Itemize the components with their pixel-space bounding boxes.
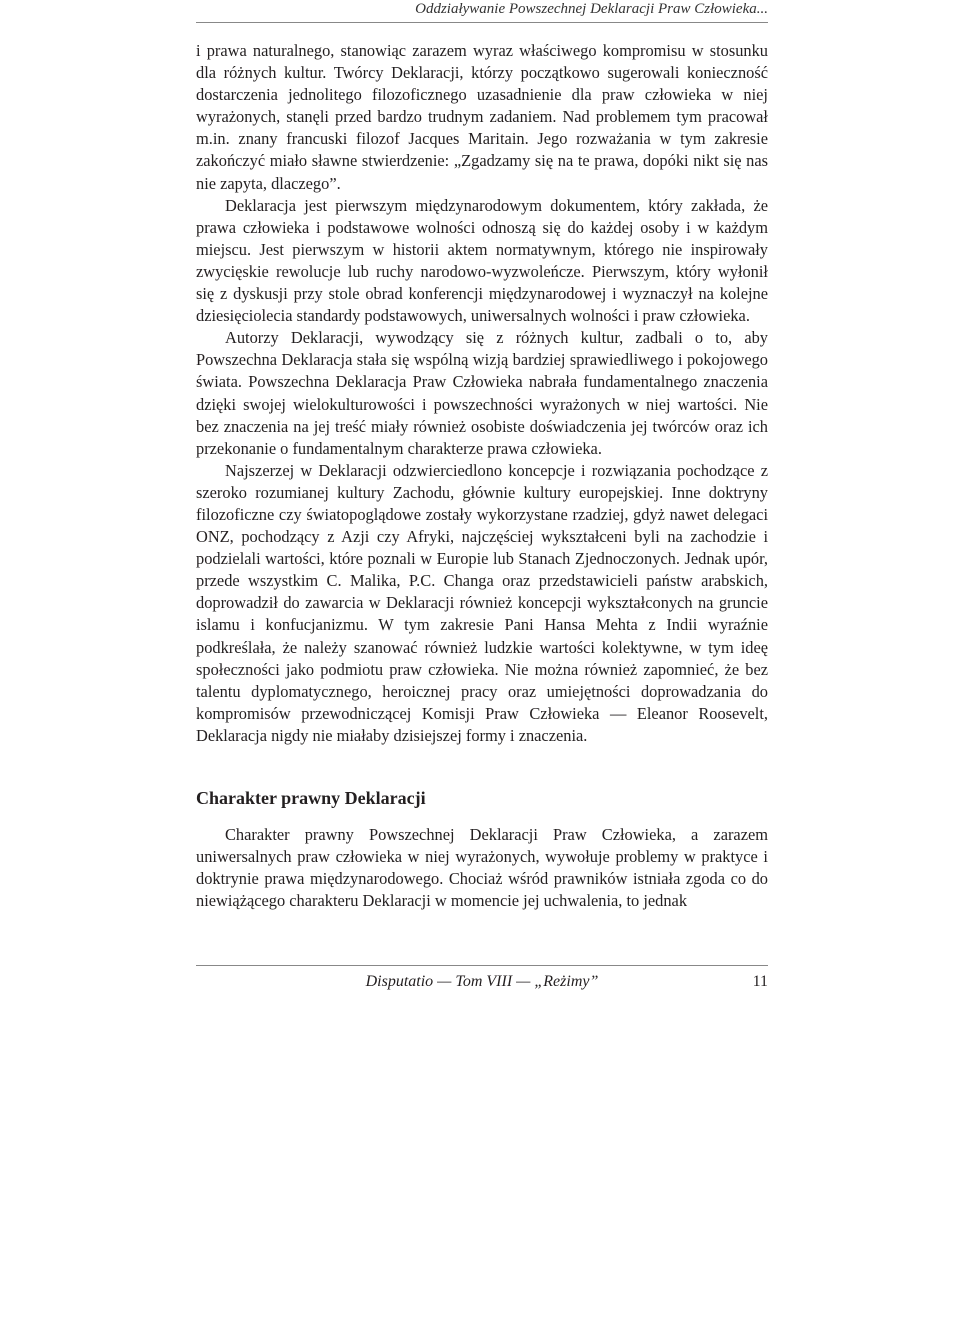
paragraph: Autorzy Deklaracji, wywodzący się z różnych kultur, zadbali o to, aby Powszechna Deklaracja stała się wspólną wizją bardziej sprawiedliwego i pokojowego świata. Powszechna Deklaracja Praw Człowieka nabrała fundamentalnego znaczenia dzięki swojej wielokulturowości i powszechności wyrażonych w niej wartości. Nie bez znaczenia na jej treść miały również osobiste doświadczenia jej twórców oraz ich przekonanie o fundamentalnym charakterze prawa człowieka. xyxy=(196,328,768,458)
section-paragraph: Charakter prawny Powszechnej Deklaracji Praw Człowieka, a zarazem uniwersalnych praw człowieka w niej wyrażonych, wywołuje problemy w praktyce i doktrynie prawa międzynarodowego. Chociaż wśród prawników istniała zgoda co do niewiążącego charakteru Deklaracji w momencie jej uchwalenia, to jednak xyxy=(196,825,768,911)
section-heading: Charakter prawny Deklaracji xyxy=(196,788,426,808)
page-number: 11 xyxy=(752,973,768,990)
paragraph: Najszerzej w Deklaracji odzwierciedlono koncepcje i rozwiązania pochodzące z szeroko rozumianej kultury Zachodu, głównie kultury europejskiej. Inne doktryny filozoficzne czy światopoglądowe zostały wykorzystane rzadziej, gdyż nawet delegaci ONZ, pochodzący z Azji czy Afryki, najczęściej wykształceni byli na zachodzie i podzielali wartości, które poznali w Europie lub Stanach Zjednoczonych. Jednak upór, przede wszystkim C. Malika, P.C. Changa oraz przedstawicieli państw arabskich, doprowadził do zawarcia w Deklaracji również koncepcji wykształconych na gruncie islamu i konfucjanizmu. W tym zakresie Pani Hansa Mehta z Indii wyraźnie podkreślała, że należy szanować również ludzkie wartości kolektywne, w tym ideę społeczności jako podmiotu praw człowieka. Nie można również zapomnieć, że bez talentu dyplomatycznego, heroicznej pracy oraz umiejętności doprowadzania do kompromisów przewodniczącej Komisji Praw Człowieka — Eleanor Roosevelt, Deklaracja nigdy nie miałaby dzisiejszej formy i znaczenia. xyxy=(196,460,768,745)
footer-publication-title: Disputatio — Tom VIII — „Reżimy” xyxy=(365,973,599,990)
running-header-title: Oddziaływanie Powszechnej Deklaracji Praw Człowieka... xyxy=(415,1,768,17)
paragraph-continuation: i prawa naturalnego, stanowiąc zarazem wyraz właściwego kompromisu w stosunku dla różnych kultur. Twórcy Deklaracji, którzy początkowo sugerowali konieczność dostarczenia jednolitego filozoficznego uzasadnienie dla praw człowieka w niej wyrażonych, stanęli przed bardzo trudnym zadaniem. Nad problemem tym pracował m.in. znany francuski filozof Jacques Maritain. Jego rozważania w tym zakresie zakończyć miało sławne stwierdzenie: „Zgadzamy się na te prawa, dopóki nikt się nas nie zapyta, dlaczego”. xyxy=(196,41,768,193)
header-rule xyxy=(196,22,768,23)
footer-rule xyxy=(196,965,768,966)
paragraph: Deklaracja jest pierwszym międzynarodowym dokumentem, który zakłada, że prawa człowieka i podstawowe wolności odnoszą się do każdej osoby i w każdym miejscu. Jest pierwszym w historii aktem normatywnym, którego nie inspirowały zwycięskie rewolucje lub ruchy narodowo-wyzwoleńcze. Pierwszym, który wyłonił się z dyskusji przy stole obrad konferencji międzynarodowej i wyznaczył na kolejne dziesięciolecia standardy podstawowych, uniwersalnych wolności i praw człowieka. xyxy=(196,195,768,326)
page-body xyxy=(196,40,768,912)
